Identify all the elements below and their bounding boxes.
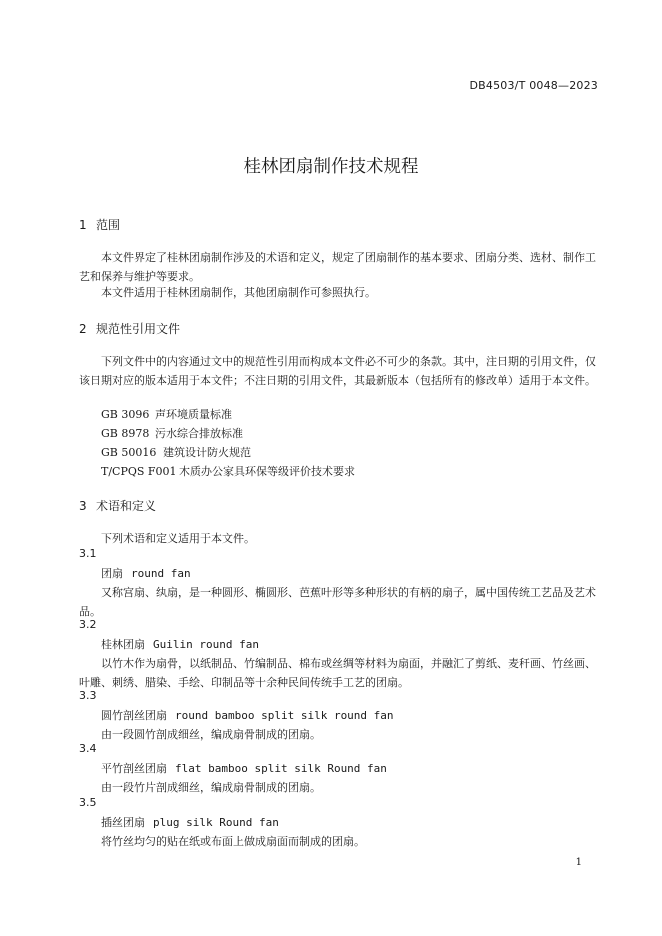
section-number: 3 [79,499,87,513]
term-number: 3.2 [79,618,97,631]
term-definition: 又称宫扇、纨扇，是一种圆形、椭圆形、芭蕉叶形等多种形状的有柄的扇子，属中国传统工艺品及艺术品。 [79,586,596,618]
term-number: 3.3 [79,689,97,702]
reference-code: GB 50016 [101,446,157,459]
section-title: 规范性引用文件 [96,322,181,336]
section-2-heading [79,320,180,337]
term-zh: 桂林团扇 [101,638,145,651]
reference-item [101,425,243,441]
section-1-paragraph-2: 本文件适用于桂林团扇制作，其他团扇制作可参照执行。 [101,286,376,299]
term-heading [101,707,394,723]
reference-name: 污水综合排放标准 [155,427,243,440]
section-2-paragraph: 下列文件中的内容通过文中的规范性引用而构成本文件必不可少的条款。其中，注日期的引用文件，仅该日期对应的版本适用于本文件；不注日期的引用文件，其最新版本（包括所有的修改单）适用于本文件。 [79,355,596,387]
document-code: DB4503/T 0048—2023 [469,79,598,92]
term-definition: 由一段圆竹剖成细丝，编成扇骨制成的团扇。 [101,728,321,741]
section-title: 范围 [96,218,121,232]
term-heading [101,636,259,652]
term-en: flat bamboo split silk Round fan [175,762,387,775]
term-heading [101,565,191,581]
term-en: round bamboo split silk round fan [175,709,394,722]
term-en: plug silk Round fan [153,816,279,829]
section-1-paragraph-1: 本文件界定了桂林团扇制作涉及的术语和定义，规定了团扇制作的基本要求、团扇分类、选材、制作工艺和保养与维护等要求。 [79,251,596,283]
term-definition: 以竹木作为扇骨，以纸制品、竹编制品、棉布或丝绸等材料为扇面，并融汇了剪纸、麦秆画、竹丝画、叶雕、刺绣、腊染、手绘、印制品等十余种民间传统手工艺的团扇。 [79,657,596,689]
reference-name: 木质办公家具环保等级评价技术要求 [179,465,355,478]
term-zh: 团扇 [101,567,123,580]
term-number: 3.1 [79,547,97,560]
term-en: round fan [131,567,191,580]
term-definition: 由一段竹片剖成细丝，编成扇骨制成的团扇。 [101,781,321,794]
term-number: 3.4 [79,742,97,755]
term-number: 3.5 [79,796,97,809]
reference-code: GB 8978 [101,427,150,440]
reference-name: 建筑设计防火规范 [163,446,251,459]
section-number: 1 [79,218,87,232]
section-3-heading [79,497,156,514]
term-zh: 圆竹剖丝团扇 [101,709,167,722]
reference-item [101,406,232,422]
term-en: Guilin round fan [153,638,259,651]
reference-code: GB 3096 [101,408,150,421]
section-title: 术语和定义 [96,499,157,513]
section-number: 2 [79,322,87,336]
document-title: 桂林团扇制作技术规程 [243,157,419,177]
term-heading [101,760,387,776]
term-zh: 平竹剖丝团扇 [101,762,167,775]
term-zh: 插丝团扇 [101,816,145,829]
reference-item [101,444,251,460]
term-definition: 将竹丝均匀的贴在纸或布面上做成扇面而制成的团扇。 [101,835,365,848]
reference-name: 声环境质量标准 [155,408,232,421]
section-3-intro: 下列术语和定义适用于本文件。 [101,532,255,545]
page-number: 1 [575,857,582,868]
reference-code: T/CPQS F001 [101,465,177,478]
term-heading [101,814,279,830]
reference-item [101,463,355,479]
section-1-heading [79,216,120,233]
